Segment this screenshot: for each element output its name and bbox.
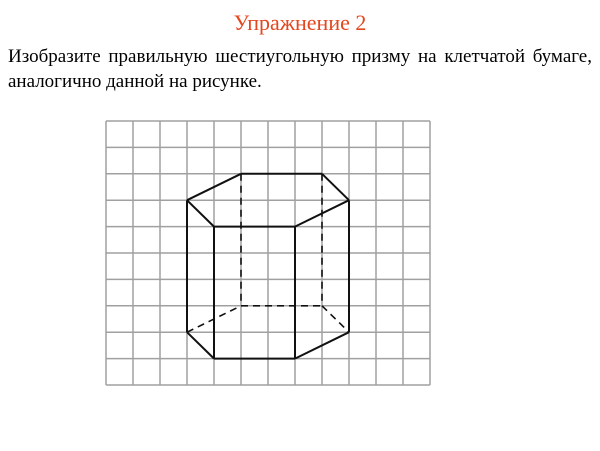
visible-edge <box>322 174 349 200</box>
task-text: Изобразите правильную шестиугольную призму на клетчатой бумаге, аналогично данной на рисунке. <box>8 46 592 92</box>
hexagonal-prism-diagram <box>105 120 431 386</box>
hidden-edge <box>322 306 349 332</box>
visible-edge <box>187 332 214 358</box>
visible-edge <box>187 200 214 226</box>
exercise-title: Упражнение 2 <box>233 10 367 35</box>
